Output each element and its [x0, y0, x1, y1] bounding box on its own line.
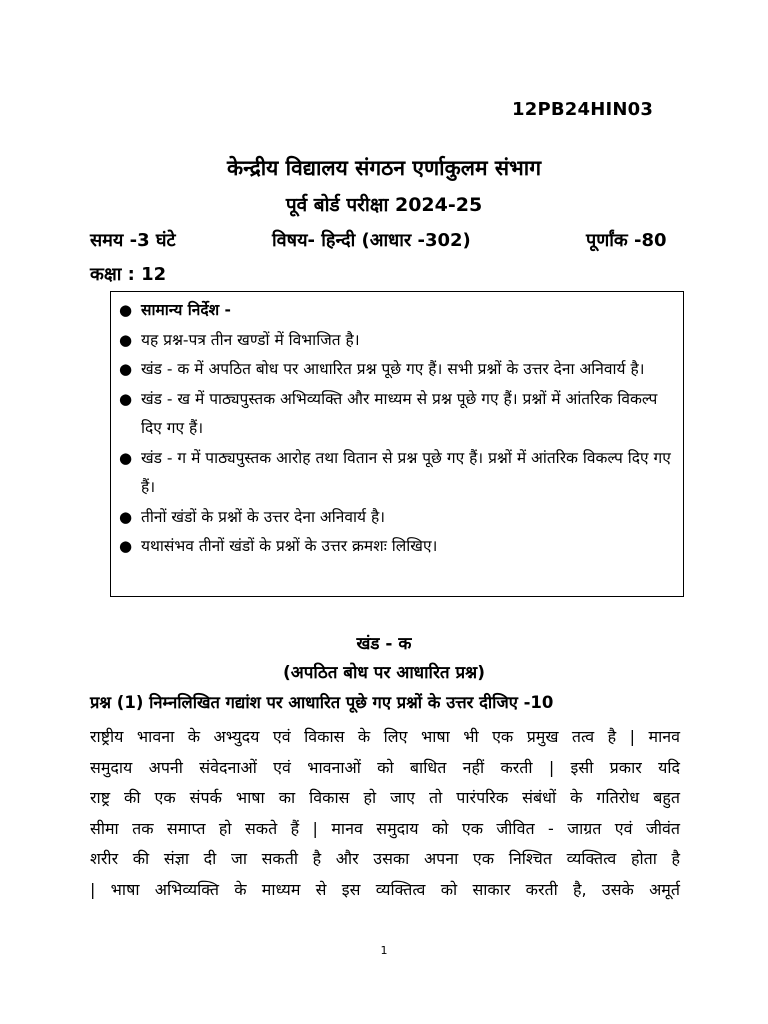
instruction-item: [111, 355, 673, 385]
bullet-icon: ●: [119, 330, 133, 349]
bullet-icon: ●: [119, 448, 133, 467]
instruction-item: [111, 385, 673, 444]
bullet-icon: ●: [119, 507, 133, 526]
section-title: खंड - क: [356, 634, 412, 654]
class-label: कक्षा : 12: [90, 264, 167, 285]
organization-title: केन्द्रीय विद्यालय संगठन एर्णाकुलम संभाग: [226, 156, 542, 180]
bullet-icon: ●: [119, 360, 133, 378]
passage-line: | भाषा अभिव्यक्ति के माध्यम से इस व्यक्तित्व को साकार करती है, उसके अमूर्त: [90, 879, 680, 899]
instruction-item: [111, 444, 673, 503]
unseen-passage: [90, 722, 680, 905]
passage-line: राष्ट्रीय भावना के अभ्युदय एवं विकास के लिए भाषा भी एक प्रमुख तत्व है | मानव: [90, 727, 680, 746]
instructions-heading-item: [111, 296, 673, 326]
exam-subject: विषय- हिन्दी (आधार -302): [272, 230, 471, 251]
max-marks: पूर्णांक -80: [586, 230, 667, 251]
instruction-text: तीनों खंडों के प्रश्नों के उत्तर देना अनिवार्य है।: [141, 507, 386, 526]
exam-time: समय -3 घंटे: [90, 230, 176, 251]
paper-code: 12PB24HIN03: [512, 99, 654, 120]
instructions-heading: सामान्य निर्देश -: [141, 301, 231, 319]
instruction-item: [111, 532, 673, 562]
instruction-text: खंड - ख में पाठ्यपुस्तक अभिव्यक्ति और माध्यम से प्रश्न पूछे गए हैं। प्रश्नों में आंतरिक विकल्प दिए गए हैं।: [141, 389, 658, 437]
instruction-text: खंड - ग में पाठ्यपुस्तक आरोह तथा वितान से प्रश्न पूछे गए हैं। प्रश्नों में आंतरिक विकल्प दिए गए हैं।: [141, 448, 671, 496]
passage-line: सीमा तक समाप्त हो सकते हैं | मानव समुदाय को एक जीवित - जाग्रत एवं जीवंत: [90, 818, 680, 838]
section-subtitle: (अपठित बोध पर आधारित प्रश्न): [283, 663, 485, 683]
instruction-text: खंड - क में अपठित बोध पर आधारित प्रश्न पूछे गए हैं। सभी प्रश्नों के उत्तर देना अनिवार्य है।: [141, 360, 645, 378]
bullet-icon: ●: [119, 301, 133, 319]
bullet-icon: ●: [119, 537, 133, 555]
passage-line: समुदाय अपनी संवेदनाओं एवं भावनाओं को बाधित नहीं करती | इसी प्रकार यदि: [90, 757, 680, 777]
instruction-item: [111, 326, 673, 356]
instructions-list: [111, 292, 683, 562]
instruction-text: यह प्रश्न-पत्र तीन खण्डों में विभाजित है।: [141, 330, 360, 349]
instruction-item: [111, 503, 673, 533]
general-instructions-box: [110, 291, 684, 597]
page-number: 1: [380, 944, 388, 957]
passage-line: शरीर की संज्ञा दी जा सकती है और उसका अपना एक निश्चित व्यक्तित्व होता है: [90, 849, 680, 868]
passage-line: राष्ट्र की एक संपर्क भाषा का विकास हो जाए तो पारंपरिक संबंधों के गतिरोध बहुत: [90, 788, 680, 807]
instruction-text: यथासंभव तीनों खंडों के प्रश्नों के उत्तर क्रमशः लिखिए।: [141, 537, 438, 555]
question-1: प्रश्न (1) निम्नलिखित गद्यांश पर आधारित पूछे गए प्रश्नों के उत्तर दीजिए -10: [90, 693, 554, 712]
bullet-icon: ●: [119, 389, 133, 408]
exam-title: पूर्व बोर्ड परीक्षा 2024-25: [285, 194, 483, 216]
